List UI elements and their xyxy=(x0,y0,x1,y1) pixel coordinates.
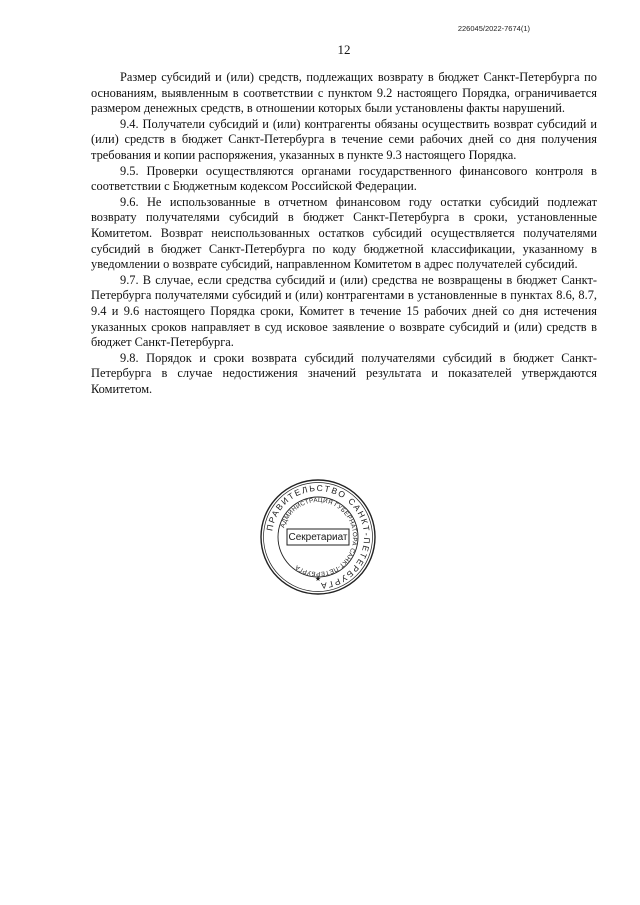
paragraph-9-7: 9.7. В случае, если средства субсидий и (или) средства не возвращены в бюджет Санкт-Петербурга получателями субсидий и (или) контрагентами в установленные в пунктах 8.6, 8.7, 9.4 и 9.6 настоящего Порядка сроки, Комитет в течение 15 рабочих дней со дня истечения указанных сроков направляет в суд исковое заявление о возврате субсидий и (или) средств в бюджет Санкт-Петербурга. xyxy=(91,272,597,350)
seal-center-label: Секретариат xyxy=(288,531,348,543)
paragraph-9-4: 9.4. Получатели субсидий и (или) контрагенты обязаны осуществить возврат субсидий и (или) средств в бюджет Санкт-Петербурга в течение семи рабочих дней со дня получения требования и копии распоряжения, указанных в пункте 9.3 настоящего Порядка. xyxy=(91,116,597,162)
seal-inner-text: АДМИНИСТРАЦИЯ ГУБЕРНАТОРА САНКТ-ПЕТЕРБУРГА xyxy=(279,496,359,578)
document-registration-number: 226045/2022-7674(1) xyxy=(457,24,530,33)
paragraph-9-6: 9.6. Не использованные в отчетном финансовом году остатки субсидий подлежат возврату получателями субсидий в бюджет Санкт-Петербурга в сроки, установленные Комитетом. Возврат неиспользованных остатков субсидий осуществляется получателями субсидий в бюджет Санкт-Петербурга по коду бюджетной классификации, указанному в уведомлении о возврате субсидий, направленном Комитетом в адрес получателей субсидий. xyxy=(91,194,597,272)
paragraph-9-8: 9.8. Порядок и сроки возврата субсидий получателями субсидий в бюджет Санкт-Петербурга в случае недостижения значений результата и показателей утверждаются Комитетом. xyxy=(91,350,597,396)
official-seal xyxy=(258,477,378,597)
paragraph-subsidy-amount: Размер субсидий и (или) средств, подлежащих возврату в бюджет Санкт-Петербурга по основаниям, выявленным в соответствии с пунктом 9.2 настоящего Порядка, ограничивается размером денежных средств, в отношении которых были установлены факты нарушений. xyxy=(91,70,597,116)
seal-outer-text: ПРАВИТЕЛЬСТВО САНКТ-ПЕТЕРБУРГА xyxy=(264,482,373,592)
paragraph-9-5: 9.5. Проверки осуществляются органами государственного финансового контроля в соответствии с Бюджетным кодексом Российской Федерации. xyxy=(91,163,597,194)
page-number: 12 xyxy=(337,42,351,57)
document-body xyxy=(91,70,597,397)
seal-star-icon: ★ xyxy=(314,575,322,583)
